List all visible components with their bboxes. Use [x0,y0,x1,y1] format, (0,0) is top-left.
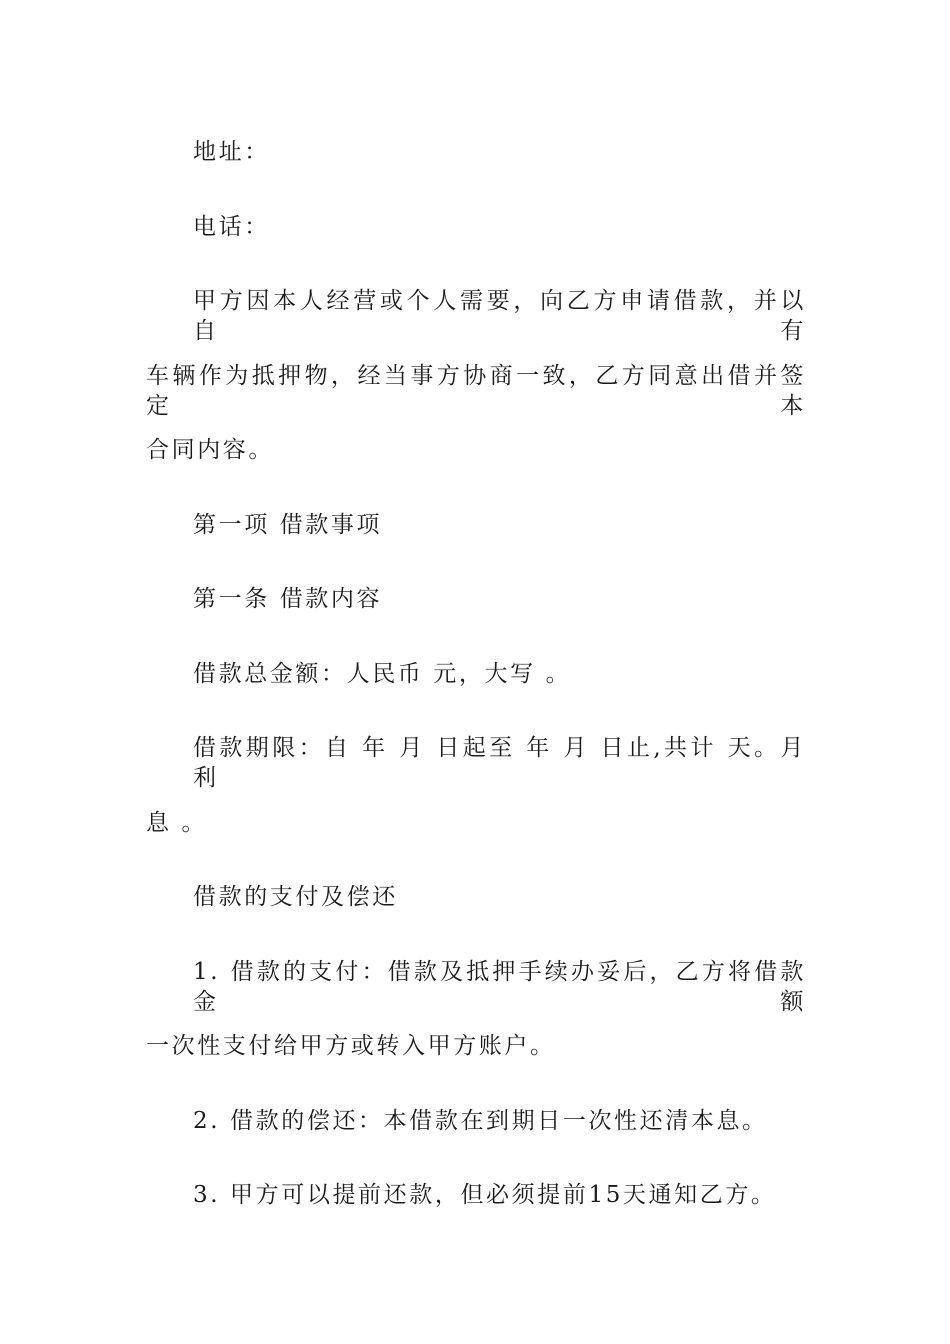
subsection-heading: 借款的支付及偿还 [193,884,398,910]
paragraph-line: 车辆作为抵押物，经当事方协商一致，乙方同意出借并签定本 [146,363,806,419]
section-heading: 第一项 借款事项 [193,512,383,538]
list-item: 一次性支付给甲方或转入甲方账户。 [146,1033,556,1059]
loan-term-line: 息 。 [146,810,208,836]
list-item: 3. 甲方可以提前还款，但必须提前15天通知乙方。 [193,1182,777,1208]
loan-term-line: 借款期限：自 年 月 日起至 年 月 日止,共计 天。月利 [193,735,806,791]
list-item: 1. 借款的支付：借款及抵押手续办妥后，乙方将借款金额 [193,959,806,1015]
address-label: 地址： [193,139,270,165]
phone-label: 电话： [193,214,270,240]
loan-amount-line: 借款总金额：人民币 元，大写 。 [193,661,572,687]
paragraph-line: 甲方因本人经营或个人需要，向乙方申请借款，并以自有 [193,288,806,344]
paragraph-line: 合同内容。 [146,437,274,463]
article-heading: 第一条 借款内容 [193,586,383,612]
list-item: 2. 借款的偿还：本借款在到期日一次性还清本息。 [193,1108,768,1134]
